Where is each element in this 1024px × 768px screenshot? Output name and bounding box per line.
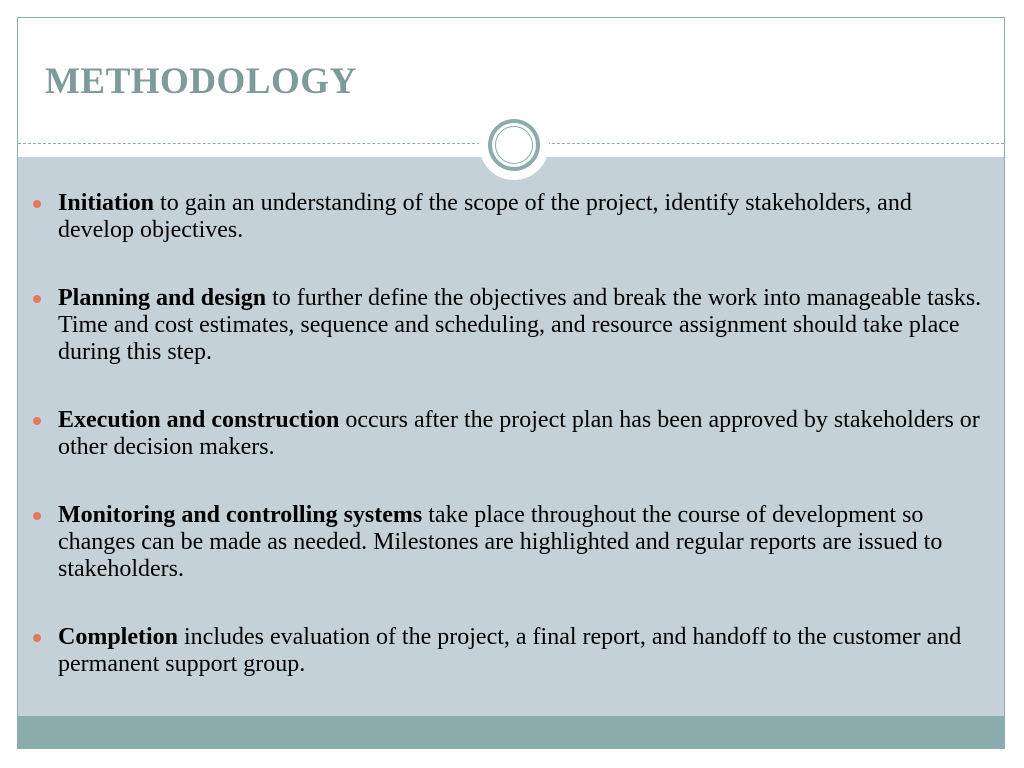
bullet-execution-and-construction [0, 407, 1024, 461]
bullet-completion [0, 624, 1024, 678]
bullet-dot-icon [33, 634, 41, 642]
bullet-dot-icon [33, 417, 41, 425]
bullet-term: Planning and design [58, 285, 267, 311]
bullet-text: occurs after the project plan has been approved by stakeholders or other decision makers. [58, 407, 980, 460]
slide-title: METHODOLOGY [45, 61, 357, 102]
bullet-term: Initiation [58, 190, 155, 216]
bullet-planning-and-design [0, 285, 1024, 366]
bullet-term: Completion [58, 624, 178, 650]
bullet-text: to further define the objectives and break the work into manageable tasks. Time and cost estimates, sequence and scheduling, and resource assignment should take place during this step. [58, 285, 982, 365]
bullet-text: to gain an understanding of the scope of the project, identify stakeholders, and develop objectives. [58, 190, 912, 243]
bullet-dot-icon [33, 295, 41, 303]
bullet-text: includes evaluation of the project, a final report, and handoff to the customer and permanent support group. [58, 624, 962, 677]
bullet-text: take place throughout the course of development so changes can be made as needed. Milestones are highlighted and regular reports are issued to stakeholders. [58, 502, 943, 582]
bullet-dot-icon [33, 512, 41, 520]
footer-band [18, 716, 1004, 749]
bullet-list [0, 190, 1024, 719]
bullet-monitoring-and-controlling [0, 502, 1024, 583]
circle-ornament-icon [479, 110, 549, 180]
bullet-term: Execution and construction [58, 407, 340, 433]
bullet-initiation [0, 190, 1024, 244]
bullet-term: Monitoring and controlling systems [58, 502, 423, 528]
bullet-dot-icon [33, 200, 41, 208]
